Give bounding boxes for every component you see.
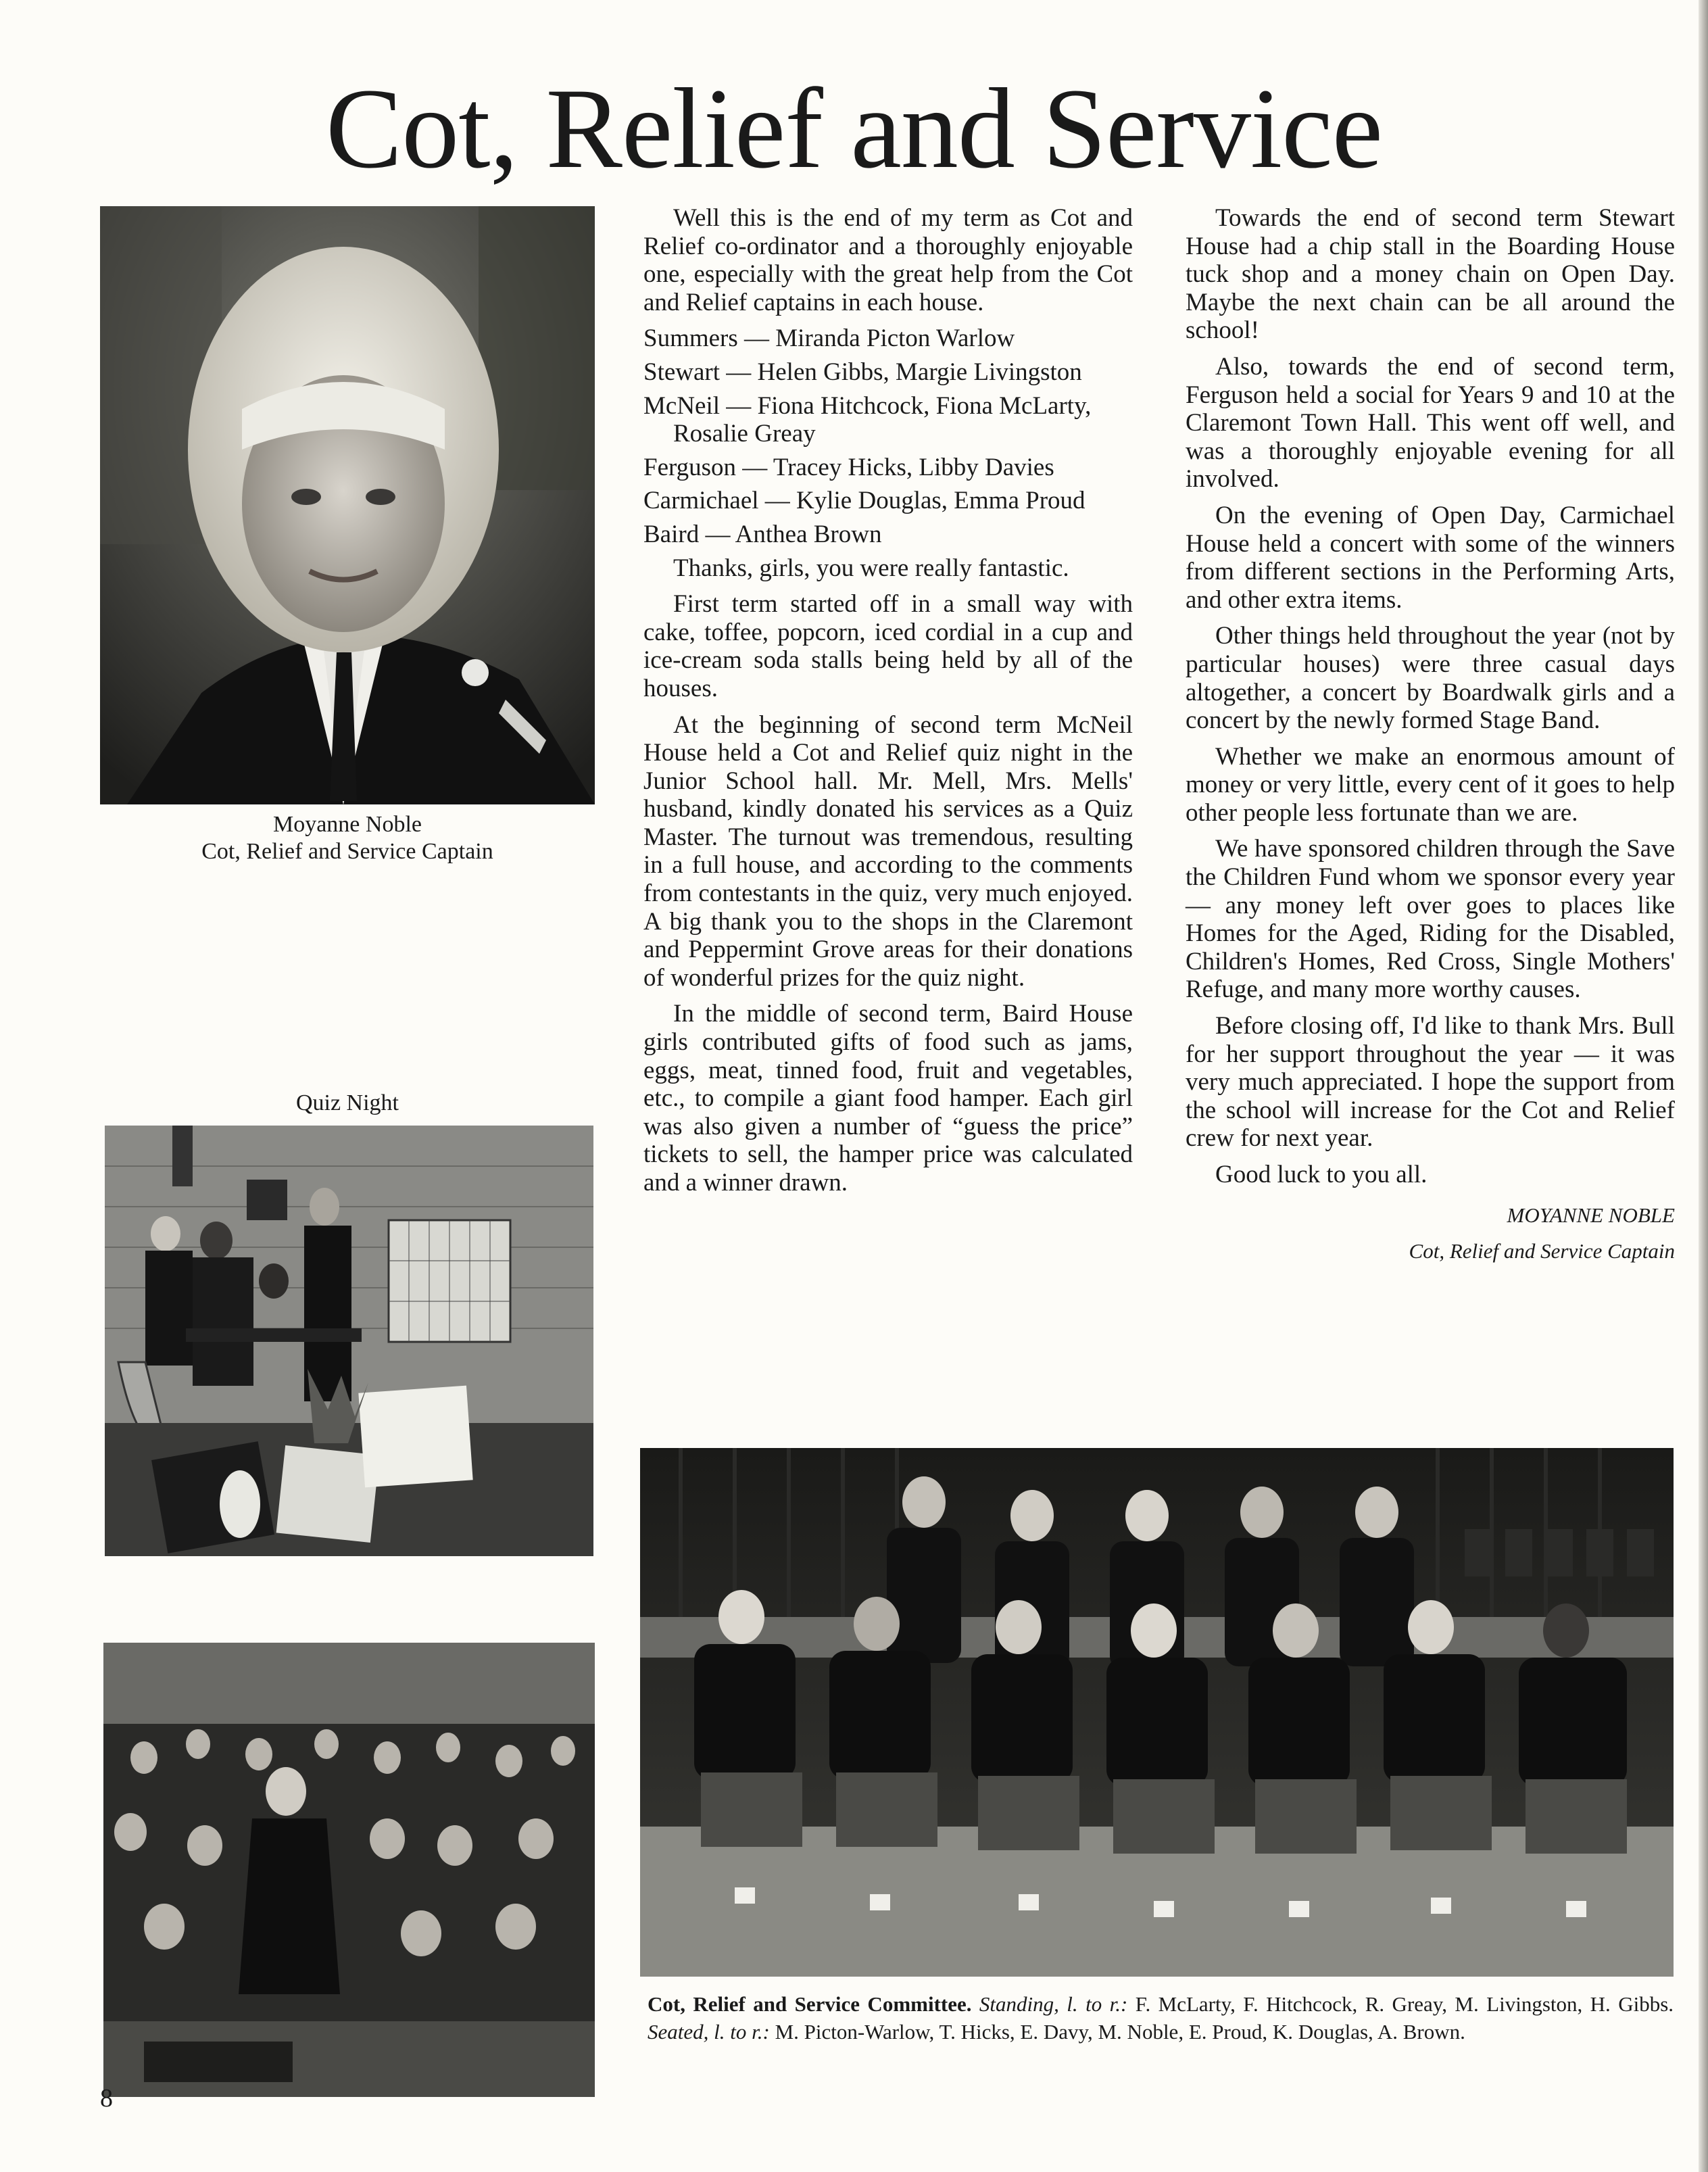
article-paragraph: Towards the end of second term Stewart House had a chip stall in the Boarding House tuck shop and a money chain on Open Day. Maybe the next chain can be all around the school! <box>1186 204 1675 345</box>
crowd-photo <box>103 1643 595 2097</box>
quiz-night-caption: Quiz Night <box>295 1090 399 1115</box>
page-number: 8 <box>100 2084 113 2113</box>
portrait-photo-image <box>100 206 595 804</box>
captain-list-item: Ferguson — Tracey Hicks, Libby Davies <box>643 453 1054 481</box>
portrait-caption <box>100 811 595 865</box>
article-paragraph: Other things held throughout the year (not by particular houses) were three casual days altogether, a concert by Boardwalk girls and a concert by the newly formed Stage Band. <box>1186 622 1675 735</box>
article-column-right <box>1186 204 1675 1273</box>
article-paragraph: Also, towards the end of second term, Ferguson held a social for Years 9 and 10 at the Claremont Town Hall. This went off well, and was a thoroughly enjoyable evening for all involved. <box>1186 352 1675 493</box>
committee-photo-image <box>640 1448 1674 1977</box>
page-title: Cot, Relief and Service <box>325 65 1383 192</box>
committee-photo <box>640 1448 1674 1977</box>
committee-caption-standing: F. McLarty, F. Hitchcock, R. Greay, M. Livingston, H. Gibbs. <box>1135 1992 1674 2016</box>
article-paragraph: Good luck to you all. <box>1215 1161 1428 1188</box>
captain-list-item: Carmichael — Kylie Douglas, Emma Proud <box>643 487 1085 515</box>
committee-caption-title: Cot, Relief and Service Committee. <box>648 1992 972 2016</box>
portrait-caption-name: Moyanne Noble <box>272 812 422 837</box>
article-paragraph: Well this is the end of my term as Cot and Relief co-ordinator and a thoroughly enjoyable one, especially with the great help from the Cot and Relief captains in each house. <box>643 204 1133 316</box>
article-paragraph: Thanks, girls, you were really fantastic. <box>673 554 1069 582</box>
captain-list-item: Stewart — Helen Gibbs, Margie Livingston <box>643 358 1082 386</box>
captain-list-item: Summers — Miranda Picton Warlow <box>643 324 1015 353</box>
portrait-caption-role: Cot, Relief and Service Captain <box>201 839 493 864</box>
committee-caption-standing-label: Standing, l. to r.: <box>979 1992 1128 2016</box>
article-paragraph: We have sponsored children through the Save the Children Fund whom we sponsor every year — any money left over goes to places like Homes for the Aged, Riding for the Disabled, Children's Homes, Red Cross, Single Mothers' Refuge, and many more worthy causes. <box>1186 835 1675 1004</box>
article-paragraph: Before closing off, I'd like to thank Mrs. Bull for her support throughout the year — it was very much appreciated. I hope the support from the school will increase for the Cot and Relief crew for next year. <box>1186 1012 1675 1153</box>
article-paragraph: At the beginning of second term McNeil House held a Cot and Relief quiz night in the Junior School hall. Mr. Mell, Mrs. Mells' husband, kindly donated his services as a Quiz Master. The turnout was tremendous, resulting in a full house, and according to the comments from contestants in the quiz, very much enjoyed. A big thank you to the shops in the Claremont and Peppermint Grove areas for their donations of wonderful prizes for the quiz night. <box>643 710 1133 992</box>
article-paragraph: Whether we make an enormous amount of money or very little, every cent of it goes to help other people less fortunate than we are. <box>1186 742 1675 827</box>
quiz-night-photo <box>105 1126 593 1556</box>
committee-caption <box>648 1990 1674 2046</box>
signature-role: Cot, Relief and Service Captain <box>1409 1238 1675 1263</box>
article-column-middle <box>643 204 1133 1205</box>
signature-name: MOYANNE NOBLE <box>1507 1203 1675 1227</box>
captain-list-item: McNeil — Fiona Hitchcock, Fiona McLarty, Rosalie Greay <box>643 391 1092 448</box>
crowd-photo-image <box>103 1643 595 2097</box>
quiz-night-photo-image <box>105 1126 593 1556</box>
article-paragraph: On the evening of Open Day, Carmichael House held a concert with some of the winners from different sections in the Performing Arts, and other extra items. <box>1186 501 1675 614</box>
committee-caption-seated-label: Seated, l. to r.: <box>648 2020 770 2044</box>
committee-caption-seated: M. Picton-Warlow, T. Hicks, E. Davy, M. Noble, E. Proud, K. Douglas, A. Brown. <box>775 2020 1465 2044</box>
page-edge <box>1699 0 1708 2172</box>
captain-list-item: Baird — Anthea Brown <box>643 520 882 548</box>
portrait-photo <box>100 206 595 804</box>
article-paragraph: In the middle of second term, Baird House girls contributed gifts of food such as jams, eggs, meat, tinned food, fruit and vegetables, etc., to compile a giant food hamper. Each girl was also given a number of “guess the price” tickets to sell, the hamper price was calculated and a winner drawn. <box>643 1000 1133 1197</box>
article-paragraph: First term started off in a small way with cake, toffee, popcorn, iced cordial in a cup and ice-cream soda stalls being held by all of the houses. <box>643 590 1133 702</box>
